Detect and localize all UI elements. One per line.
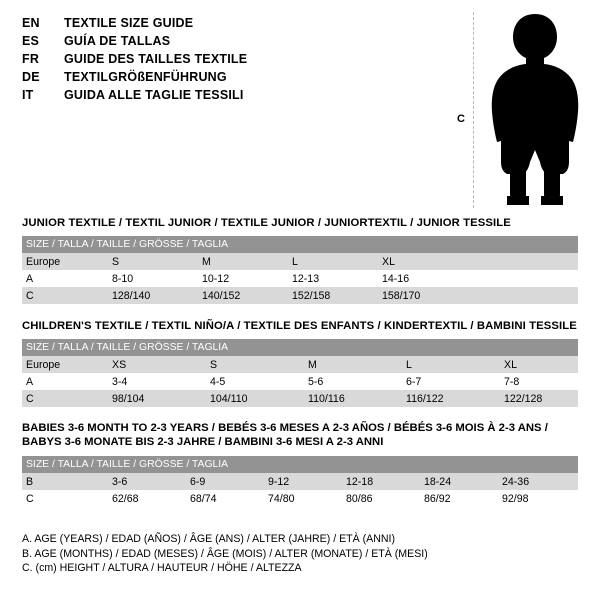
- language-code: IT: [22, 88, 34, 102]
- row-label: B: [22, 473, 108, 490]
- cell: S: [206, 356, 304, 373]
- cell: M: [304, 356, 402, 373]
- language-title: GUÍA DE TALLAS: [64, 34, 171, 48]
- row-label: C: [22, 490, 108, 507]
- legend-line-a: A. AGE (YEARS) / EDAD (AÑOS) / ÂGE (ANS) / ALTER (JAHRE) / ETÀ (ANNI): [22, 533, 395, 545]
- language-row-en: [22, 14, 442, 32]
- language-code: ES: [22, 34, 40, 48]
- section-title-junior: JUNIOR TEXTILE / TEXTIL JUNIOR / TEXTILE JUNIOR / JUNIORTEXTIL / JUNIOR TESSILE: [22, 217, 511, 229]
- cell: 3-6: [108, 473, 186, 490]
- cell: XS: [108, 356, 206, 373]
- table-header-row: [22, 456, 578, 473]
- row-label: Europe: [22, 356, 108, 373]
- language-title: TEXTILE SIZE GUIDE: [64, 16, 194, 30]
- cell: 86/92: [420, 490, 498, 507]
- table-row: [22, 490, 578, 507]
- cell: 62/68: [108, 490, 186, 507]
- legend-line-c: C. (cm) HEIGHT / ALTURA / HAUTEUR / HÖHE / ALTEZZA: [22, 562, 302, 574]
- table-row: [22, 253, 578, 270]
- cell: 122/128: [500, 390, 578, 407]
- section-title-babies-line1: BABIES 3-6 MONTH TO 2-3 YEARS / BEBÉS 3-6 MESES A 2-3 AÑOS / BÉBÉS 3-6 MOIS À 2-3 ANS /: [22, 422, 548, 434]
- row-label: A: [22, 373, 108, 390]
- language-code: EN: [22, 16, 40, 30]
- cell: 3-4: [108, 373, 206, 390]
- cell: 14-16: [378, 270, 468, 287]
- measure-label-c: C: [457, 113, 465, 125]
- cell: 128/140: [108, 287, 198, 304]
- language-row-es: [22, 32, 442, 50]
- language-row-de: [22, 68, 442, 86]
- table-row: [22, 270, 578, 287]
- cell: 10-12: [198, 270, 288, 287]
- table-row: [22, 473, 578, 490]
- row-label: Europe: [22, 253, 108, 270]
- row-label: C: [22, 390, 108, 407]
- row-label: A: [22, 270, 108, 287]
- legend-block: [22, 532, 582, 576]
- cell: 9-12: [264, 473, 342, 490]
- cell: XL: [378, 253, 468, 270]
- legend-line-b: B. AGE (MONTHS) / EDAD (MESES) / ÂGE (MOIS) / ALTER (MONATE) / ETÀ (MESI): [22, 547, 428, 560]
- cell: 116/122: [402, 390, 500, 407]
- size-header-label: SIZE / TALLA / TAILLE / GRÖSSE / TAGLIA: [22, 236, 578, 253]
- babies-size-table: [22, 456, 578, 507]
- cell: 18-24: [420, 473, 498, 490]
- measurement-figure: [440, 8, 590, 208]
- cell: 12-18: [342, 473, 420, 490]
- language-code: FR: [22, 52, 40, 66]
- size-header-label: SIZE / TALLA / TAILLE / GRÖSSE / TAGLIA: [22, 456, 578, 473]
- children-size-table: [22, 339, 578, 407]
- cell: XL: [500, 356, 578, 373]
- cell: 110/116: [304, 390, 402, 407]
- language-title: GUIDA ALLE TAGLIE TESSILI: [64, 88, 244, 102]
- language-title: TEXTILGRÖßENFÜHRUNG: [64, 70, 227, 84]
- cell: 104/110: [206, 390, 304, 407]
- cell: 5-6: [304, 373, 402, 390]
- language-title: GUIDE DES TAILLES TEXTILE: [64, 52, 248, 66]
- cell: 12-13: [288, 270, 378, 287]
- cell: 6-7: [402, 373, 500, 390]
- cell: 24-36: [498, 473, 578, 490]
- cell: 68/74: [186, 490, 264, 507]
- cell: L: [402, 356, 500, 373]
- section-title-babies: [22, 421, 548, 449]
- table-row: [22, 373, 578, 390]
- cell: 74/80: [264, 490, 342, 507]
- table-header-row: [22, 236, 578, 253]
- table-header-row: [22, 339, 578, 356]
- table-row: [22, 390, 578, 407]
- cell: M: [198, 253, 288, 270]
- child-silhouette-icon: [485, 12, 585, 213]
- table-row: [22, 356, 578, 373]
- cell: 158/170: [378, 287, 468, 304]
- size-header-label: SIZE / TALLA / TAILLE / GRÖSSE / TAGLIA: [22, 339, 578, 356]
- language-row-it: [22, 86, 442, 104]
- cell: 92/98: [498, 490, 578, 507]
- cell: 98/104: [108, 390, 206, 407]
- height-guide-line: [473, 12, 474, 208]
- cell: 140/152: [198, 287, 288, 304]
- language-row-fr: [22, 50, 442, 68]
- table-row: [22, 287, 578, 304]
- cell-empty: [468, 287, 578, 304]
- cell: 80/86: [342, 490, 420, 507]
- section-title-babies-line2: BABYS 3-6 MONATE BIS 2-3 JAHRE / BAMBINI 3-6 MESI A 2-3 ANNI: [22, 436, 384, 448]
- cell: 6-9: [186, 473, 264, 490]
- cell: 152/158: [288, 287, 378, 304]
- cell-empty: [468, 270, 578, 287]
- section-title-children: CHILDREN'S TEXTILE / TEXTIL NIÑO/A / TEXTILE DES ENFANTS / KINDERTEXTIL / BAMBINI TESSILE: [22, 320, 577, 332]
- language-code: DE: [22, 70, 40, 84]
- language-title-block: [22, 14, 442, 104]
- cell: 7-8: [500, 373, 578, 390]
- row-label: C: [22, 287, 108, 304]
- cell: 4-5: [206, 373, 304, 390]
- cell: 8-10: [108, 270, 198, 287]
- cell: S: [108, 253, 198, 270]
- cell: L: [288, 253, 378, 270]
- cell-empty: [468, 253, 578, 270]
- junior-size-table: [22, 236, 578, 304]
